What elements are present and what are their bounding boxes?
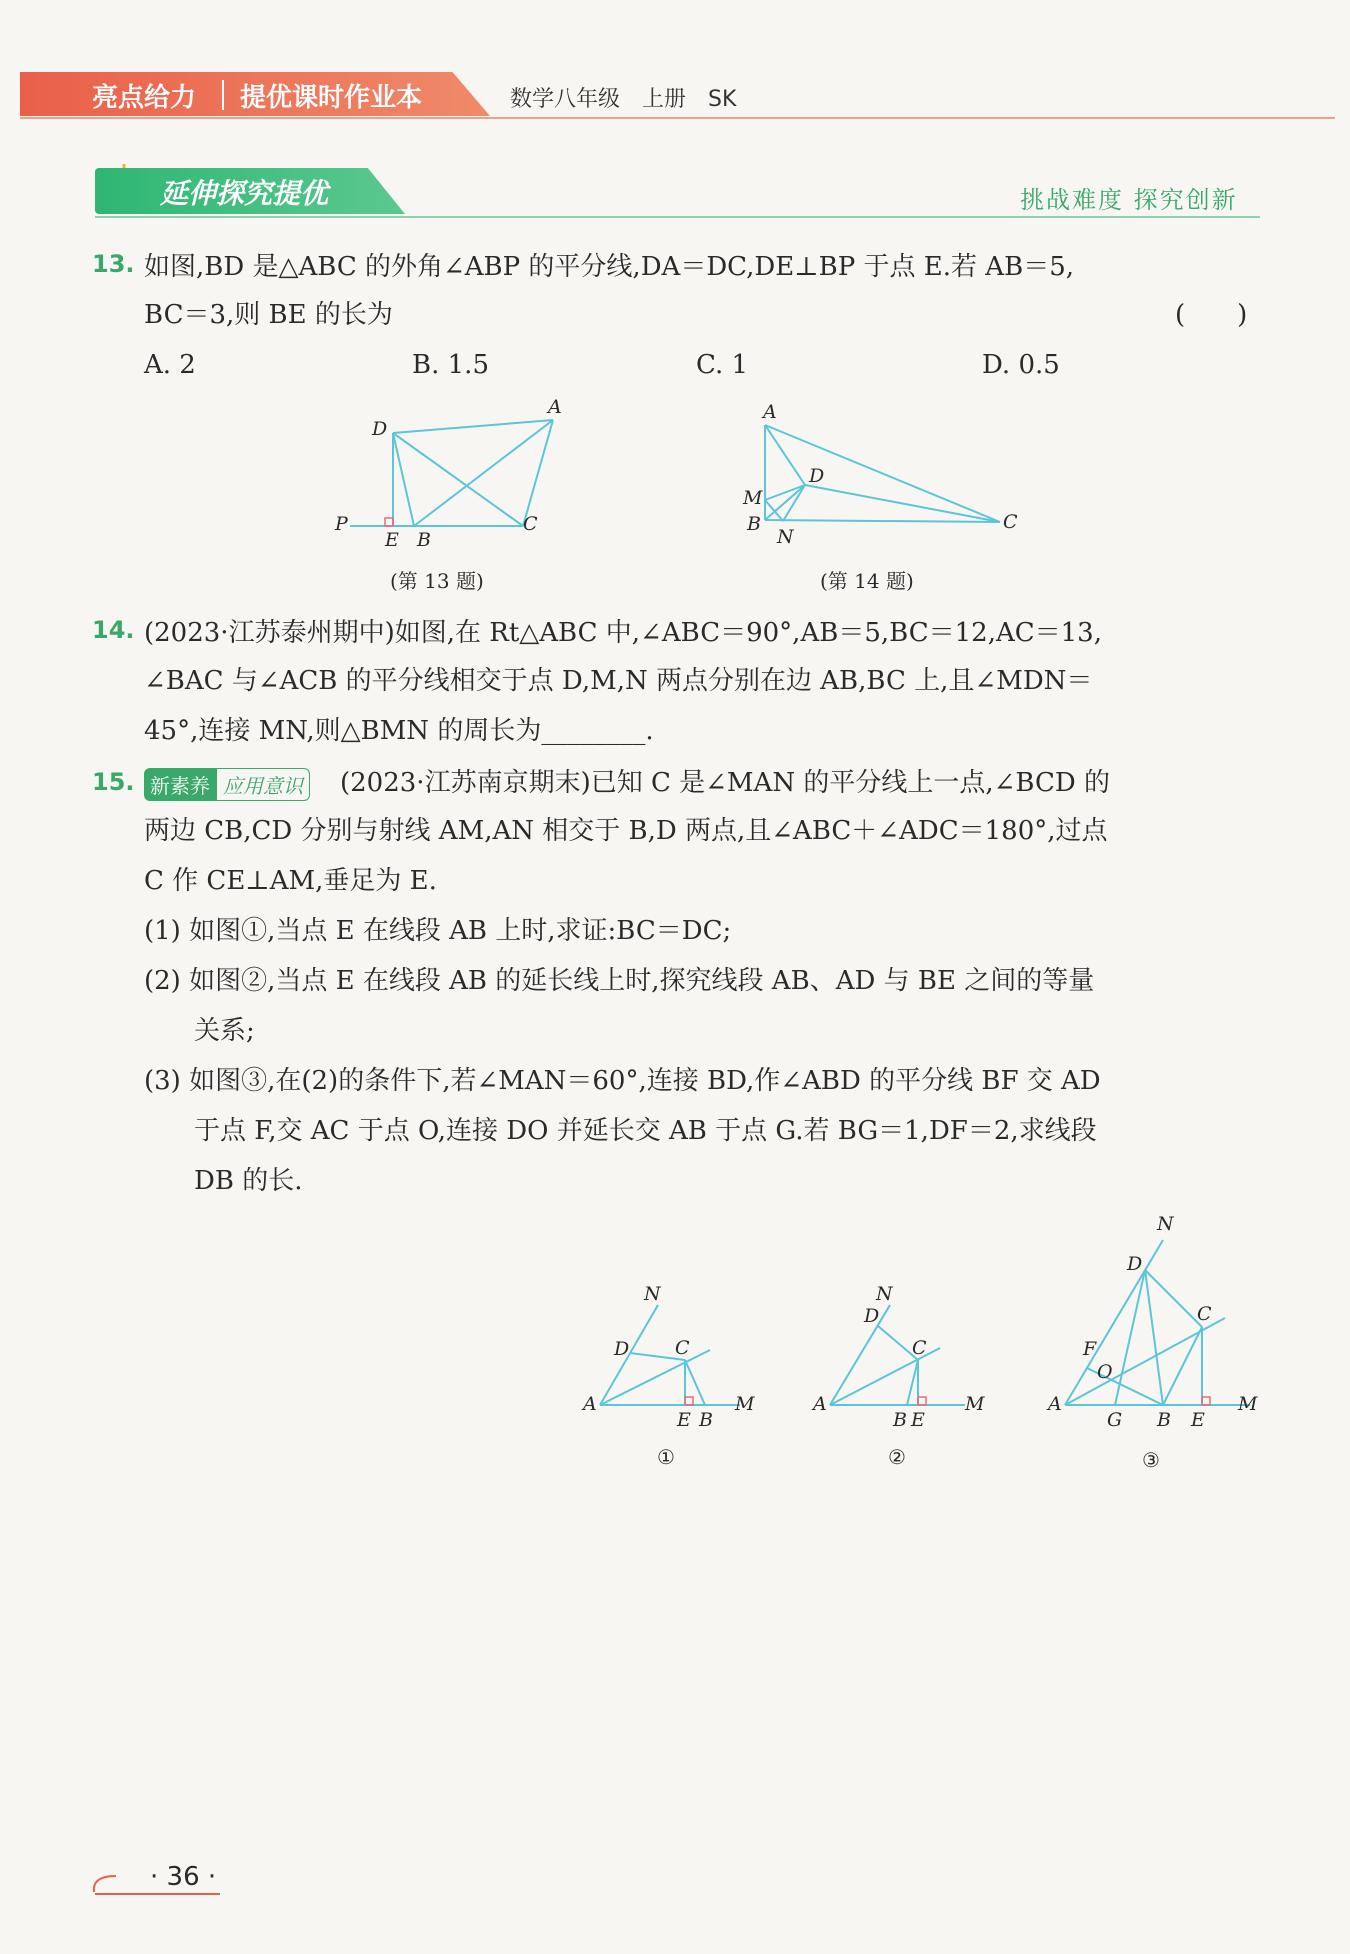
subject-label: 数学八年级 上册 SK	[510, 87, 737, 112]
badge-application: 应用意识	[216, 768, 310, 801]
q13-line1: 如图,BD 是△ABC 的外角∠ABP 的平分线,DA＝DC,DE⊥BP 于点 E.若 AB＝5,	[144, 252, 1074, 282]
fig15-2-label-d: D	[864, 1305, 880, 1327]
badge-new-literacy: 新素养	[144, 768, 216, 801]
brand-separator	[222, 80, 224, 110]
fig13-label-a: A	[548, 396, 562, 418]
figure-15-1	[580, 1280, 760, 1430]
q15-part2-line1: (2) 如图②,当点 E 在线段 AB 的延长线上时,探究线段 AB、AD 与 BE 之间的等量	[144, 966, 1095, 996]
fig13-label-d: D	[372, 418, 388, 440]
fig13-label-e: E	[385, 529, 399, 550]
fig14-caption: (第 14 题)	[820, 569, 914, 593]
q13-option-b: B. 1.5	[412, 350, 489, 380]
fig15-1-label-a: A	[583, 1393, 597, 1415]
fig15-3-caption: ③	[1142, 1448, 1160, 1472]
q13-answer-bracket: ( )	[1175, 300, 1248, 330]
fig15-3-label-d: D	[1127, 1253, 1143, 1275]
q14-line1: (2023·江苏泰州期中)如图,在 Rt△ABC 中,∠ABC＝90°,AB＝5,BC＝12,AC＝13,	[144, 618, 1102, 648]
fig15-3-label-o: O	[1097, 1361, 1113, 1383]
q15-part3-line3: DB 的长.	[194, 1166, 303, 1196]
q15-badge	[144, 768, 310, 801]
q14-line2: ∠BAC 与∠ACB 的平分线相交于点 D,M,N 两点分别在边 AB,BC 上,且∠MDN＝	[144, 666, 1093, 696]
fig13-label-b: B	[417, 529, 431, 550]
fig15-1-label-b: B	[699, 1409, 713, 1430]
fig15-1-label-m: M	[735, 1393, 755, 1415]
fig15-2-label-c: C	[912, 1337, 927, 1359]
brand-title: 亮点给力	[92, 83, 197, 113]
fig15-1-label-n: N	[644, 1283, 661, 1305]
fig15-3-label-m: M	[1238, 1393, 1258, 1415]
fig15-2-label-n: N	[876, 1283, 893, 1305]
fig13-label-c: C	[523, 513, 538, 535]
q15-number: 15.	[92, 768, 135, 796]
q13-option-d: D. 0.5	[982, 350, 1060, 380]
fig15-3-label-c: C	[1197, 1303, 1212, 1325]
q13-option-c: C. 1	[696, 350, 749, 380]
page-underline	[95, 1893, 220, 1895]
fig15-1-label-c: C	[675, 1337, 690, 1359]
q15-part2-line2: 关系;	[194, 1016, 255, 1046]
q15-line2: 两边 CB,CD 分别与射线 AM,AN 相交于 B,D 两点,且∠ABC＋∠ADC＝180°,过点	[144, 816, 1108, 846]
q15-part1: (1) 如图①,当点 E 在线段 AB 上时,求证:BC＝DC;	[144, 916, 732, 946]
fig15-2-label-a: A	[813, 1393, 827, 1415]
section-title: 延伸探究提优	[160, 177, 329, 210]
fig13-label-p: P	[335, 513, 348, 535]
q13-option-a: A. 2	[144, 350, 196, 380]
fig15-2-caption: ②	[888, 1445, 906, 1469]
fig14-label-b: B	[747, 513, 761, 535]
fig15-1-label-d: D	[614, 1338, 630, 1360]
fig15-2-label-b: B	[893, 1409, 907, 1430]
section-divider	[95, 216, 1260, 218]
q15-line3: C 作 CE⊥AM,垂足为 E.	[144, 866, 437, 896]
section-tag: 挑战难度 探究创新	[1020, 186, 1238, 214]
header-divider	[20, 117, 1335, 119]
fig15-3-label-f: F	[1083, 1338, 1097, 1360]
fig14-label-m: M	[743, 487, 763, 509]
figure-15-2	[810, 1280, 990, 1430]
fig15-3-label-g: G	[1107, 1409, 1123, 1431]
figure-15-3	[1045, 1210, 1265, 1440]
fig14-label-a: A	[763, 401, 777, 423]
fig15-3-label-a: A	[1048, 1393, 1062, 1415]
fig15-3-label-b: B	[1157, 1409, 1171, 1431]
q13-line2: BC＝3,则 BE 的长为	[144, 300, 393, 330]
fig15-3-label-e: E	[1191, 1409, 1205, 1431]
page-number: · 36 ·	[150, 1862, 217, 1892]
q15-part3-line1: (3) 如图③,在(2)的条件下,若∠MAN＝60°,连接 BD,作∠ABD 的平分线 BF 交 AD	[144, 1066, 1101, 1096]
q14-number: 14.	[92, 616, 135, 644]
fig15-2-label-m: M	[965, 1393, 985, 1415]
fig13-caption: (第 13 题)	[390, 569, 484, 593]
fig15-3-label-n: N	[1157, 1213, 1174, 1235]
fig14-label-d: D	[809, 465, 825, 487]
q14-line3: 45°,连接 MN,则△BMN 的周长为________.	[144, 716, 654, 746]
fig15-1-label-e: E	[677, 1409, 691, 1430]
figure-14	[735, 400, 1025, 550]
figure-13	[330, 395, 580, 550]
fig14-label-n: N	[777, 526, 794, 548]
fig15-1-caption: ①	[657, 1445, 675, 1469]
q15-part3-line2: 于点 F,交 AC 于点 O,连接 DO 并延长交 AB 于点 G.若 BG＝1,DF＝2,求线段	[194, 1116, 1097, 1146]
series-title: 提优课时作业本	[240, 83, 423, 113]
q13-number: 13.	[92, 250, 135, 278]
fig14-label-c: C	[1003, 511, 1018, 533]
fig15-2-label-e: E	[911, 1409, 925, 1430]
q15-line1: (2023·江苏南京期末)已知 C 是∠MAN 的平分线上一点,∠BCD 的	[340, 768, 1110, 798]
